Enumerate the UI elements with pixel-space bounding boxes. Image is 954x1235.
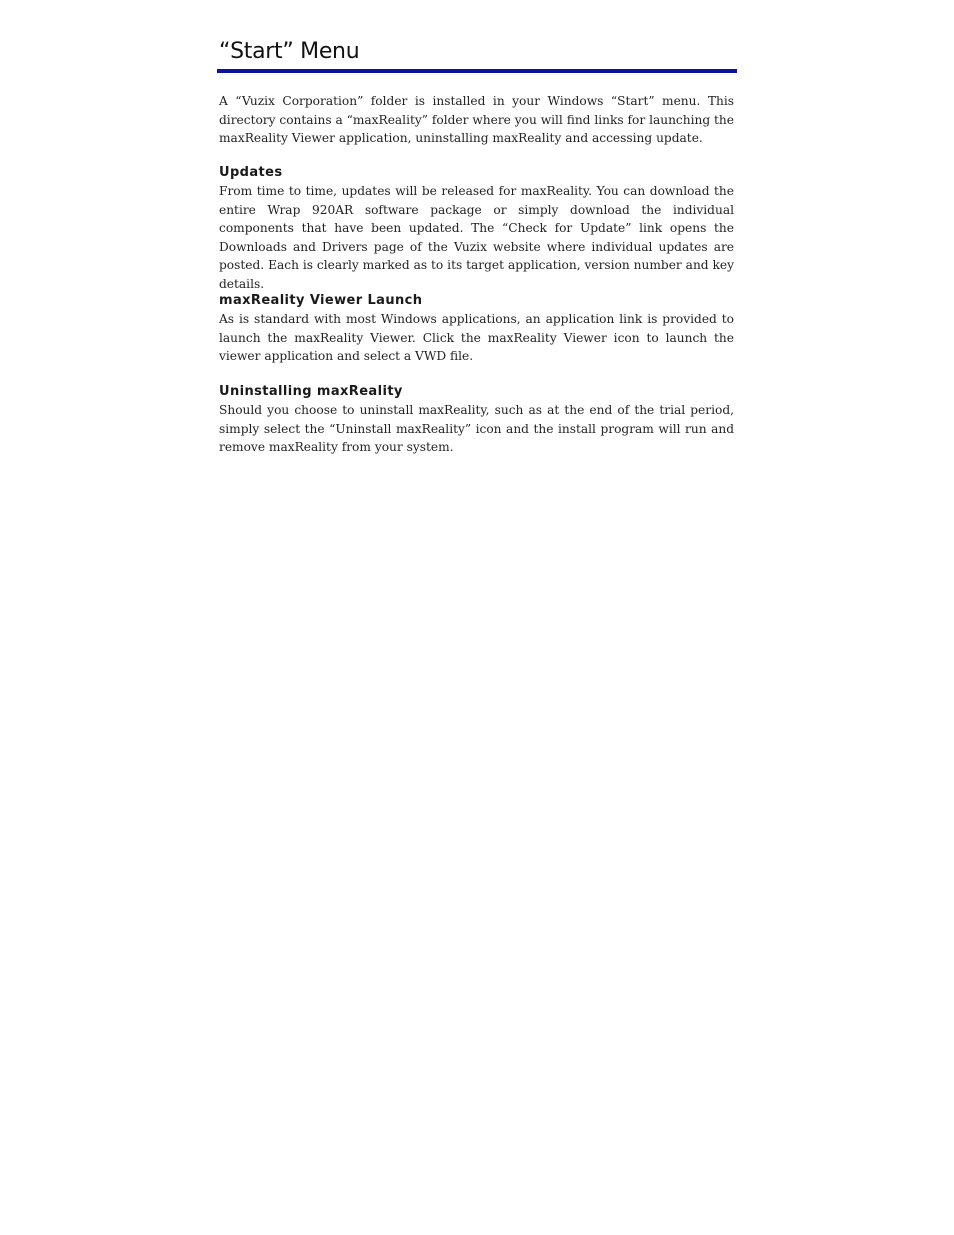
section-updates — [219, 164, 734, 293]
section-heading-uninstalling: Uninstalling maxReality — [219, 384, 403, 399]
section-heading-viewer-launch: maxReality Viewer Launch — [219, 293, 423, 308]
section-viewer-launch — [219, 292, 734, 366]
title-rule — [217, 69, 737, 73]
page-title: “Start” Menu — [219, 39, 360, 64]
section-heading-updates: Updates — [219, 165, 283, 180]
section-body-viewer-launch: As is standard with most Windows applications, an application link is provided to launch the maxReality Viewer. Click the maxReality Viewer icon to launch the viewer application and select a VWD file. — [219, 312, 734, 363]
intro-paragraph: A “Vuzix Corporation” folder is installed in your Windows “Start” menu. This directory contains a “maxReality” folder where you will find links for launching the maxReality Viewer application, uninstalling maxReality and accessing update. — [219, 94, 734, 145]
section-uninstalling — [219, 383, 734, 457]
section-body-uninstalling: Should you choose to uninstall maxReality, such as at the end of the trial period, simply select the “Uninstall maxReality” icon and the install program will run and remove maxReality from your system. — [219, 403, 734, 454]
section-body-updates: From time to time, updates will be released for maxReality. You can download the entire Wrap 920AR software package or simply download the individual components that have been updated. The “Check for Update” link opens the Downloads and Drivers page of the Vuzix website where individual updates are posted. Each is clearly marked as to its target application, version number and key details. — [219, 184, 734, 291]
document-page — [219, 38, 734, 454]
